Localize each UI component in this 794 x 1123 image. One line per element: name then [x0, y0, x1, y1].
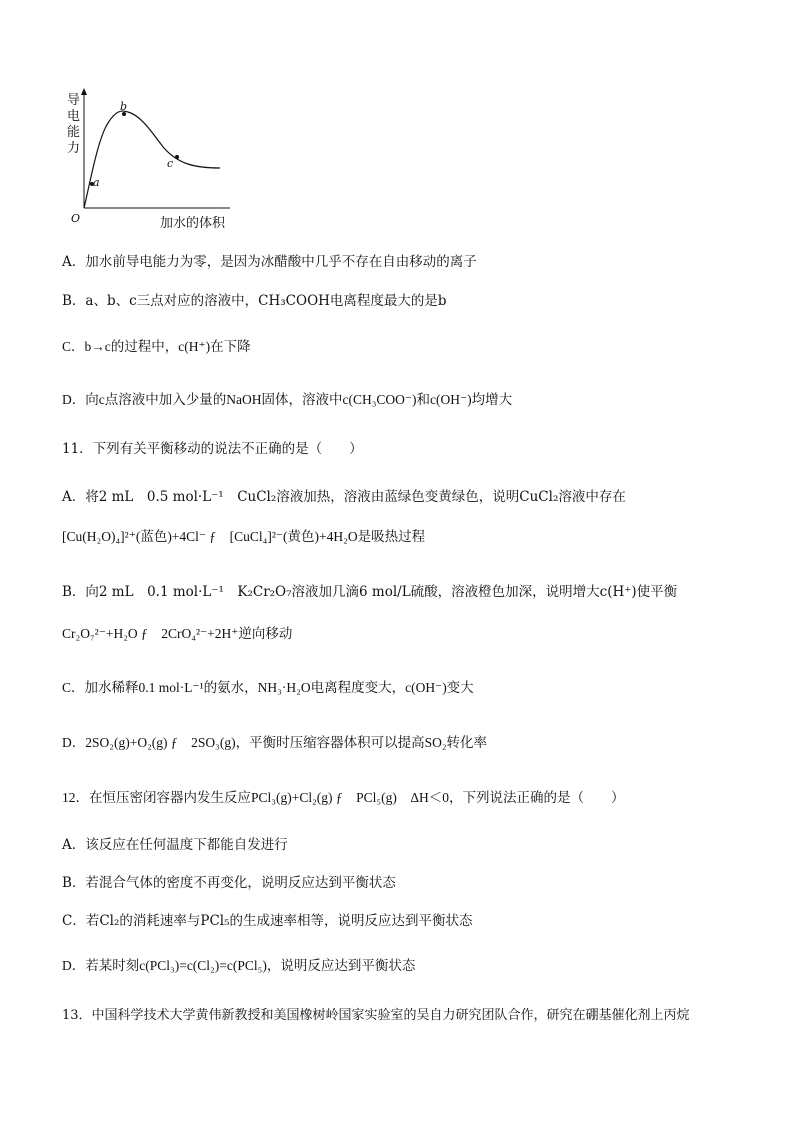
- point-c-label: c: [167, 157, 174, 170]
- q11-option-d: D．2SO₂(g)+O₂(g) ƒ 2SO₃(g)，平衡时压缩容器体积可以提高SO₂转化率: [62, 735, 488, 750]
- q12-option-c: C．若Cl₂的消耗速率与PCl₅的生成速率相等，说明反应达到平衡状态: [62, 913, 473, 929]
- graph-x-label: 加水的体积: [160, 216, 226, 231]
- point-b-label: b: [120, 100, 128, 113]
- q11-option-a-line2: [Cu(H₂O)₄]²⁺(蓝色)+4Cl⁻ ƒ [CuCl₄]²⁻(黄色)+4H₂O是吸热过程: [62, 529, 426, 544]
- point-a-label: a: [93, 176, 100, 189]
- q13-stem: 13．中国科学技术大学黄伟新教授和美国橡树岭国家实验室的吴自力研究团队合作，研究在硼基催化剂上丙烷: [62, 1008, 690, 1023]
- q11-option-a-line1: A．将2 mL 0.5 mol·L⁻¹ CuCl₂溶液加热，溶液由蓝绿色变黄绿色，说明CuCl₂溶液中存在: [62, 489, 626, 505]
- q11-option-b-line2: Cr₂O₇²⁻+H₂O ƒ 2CrO₄²⁻+2H⁺逆向移动: [62, 626, 293, 641]
- q12-option-b: B．若混合气体的密度不再变化，说明反应达到平衡状态: [62, 875, 396, 891]
- point-c-marker: [175, 155, 179, 159]
- q12-option-d: D．若某时刻c(PCl₃)=c(Cl₂)=c(PCl₅)，说明反应达到平衡状态: [62, 958, 416, 973]
- q11-option-b-line1: B．向2 mL 0.1 mol·L⁻¹ K₂Cr₂O₇溶液加几滴6 mol/L硫酸，溶液橙色加深，说明增大c(H⁺)使平衡: [62, 584, 678, 600]
- graph-y-label: 导 电 能 力: [67, 93, 81, 156]
- q10-option-b: B．a、b、c三点对应的溶液中，CH₃COOH电离程度最大的是b: [62, 293, 447, 309]
- q10-option-d: D．向c点溶液中加入少量的NaOH固体，溶液中c(CH₃COO⁻)和c(OH⁻)均增大: [62, 392, 513, 407]
- q11-option-c: C．加水稀释0.1 mol·L⁻¹的氨水，NH₃·H₂O电离程度变大，c(OH⁻)变大: [62, 680, 474, 695]
- origin-label: O: [71, 212, 81, 225]
- q10-option-c: C．b→c的过程中，c(H⁺)在下降: [62, 339, 251, 354]
- q12-stem: 12．在恒压密闭容器内发生反应PCl₃(g)+Cl₂(g) ƒ PCl₅(g) ΔH＜0，下列说法正确的是（ ）: [62, 790, 625, 805]
- q12-option-a: A．该反应在任何温度下都能自发进行: [62, 837, 288, 853]
- q11-stem: 11．下列有关平衡移动的说法不正确的是（ ）: [62, 441, 363, 457]
- conductivity-graph: [60, 88, 250, 234]
- q10-option-a: A．加水前导电能力为零，是因为冰醋酸中几乎不存在自由移动的离子: [62, 254, 477, 270]
- conductivity-curve: [84, 111, 220, 208]
